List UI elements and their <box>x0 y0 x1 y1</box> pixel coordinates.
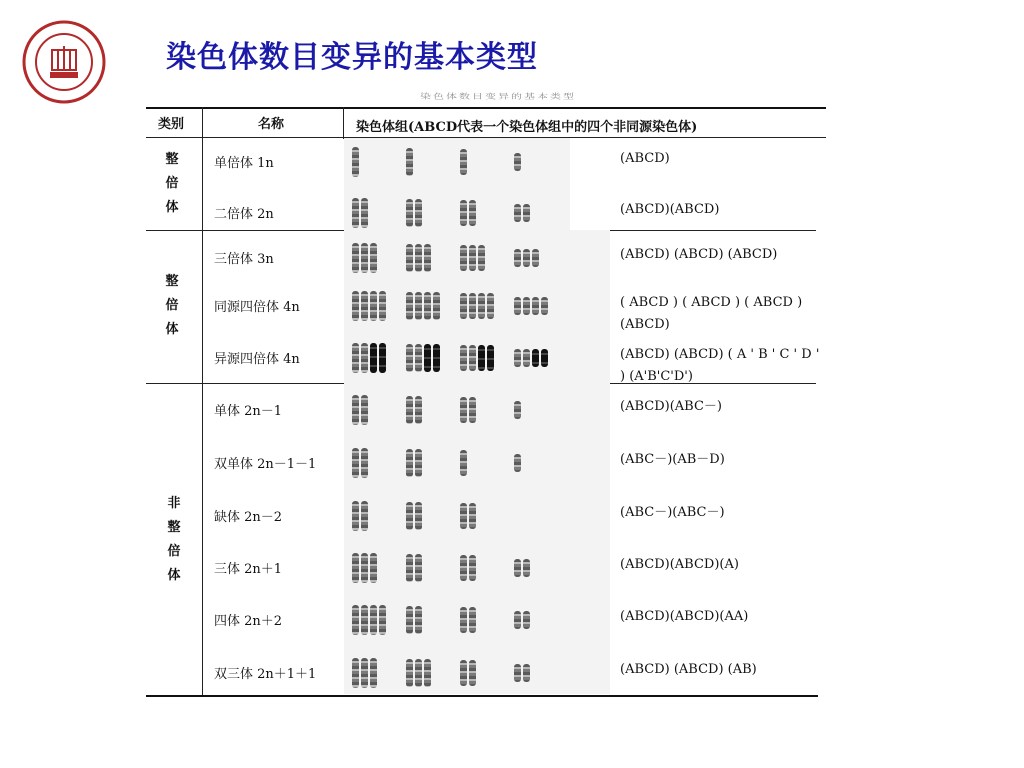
chromosome <box>406 502 413 530</box>
chromosome <box>361 243 368 273</box>
row-formula: (ABCD)(ABC－) <box>620 399 722 414</box>
chromosome <box>523 249 530 267</box>
chromosome <box>352 605 359 635</box>
chromosome <box>361 553 368 583</box>
chromosome-group <box>406 659 446 687</box>
category-char: 整 <box>165 152 179 167</box>
row-formula: (ABCD) (ABCD) ( A ' B ' C ' D ' ) (A'B'C'D') <box>620 347 820 384</box>
chromosome <box>433 344 440 372</box>
chromosome-group <box>352 343 392 373</box>
chromosome-group <box>352 553 392 583</box>
chromosome <box>523 204 530 222</box>
chromosome <box>406 449 413 477</box>
chromosome <box>460 397 467 423</box>
chromosome <box>361 291 368 321</box>
chromosome <box>460 503 467 529</box>
row-name: 同源四倍体 4n <box>214 300 300 315</box>
row-name: 单体 2n－1 <box>214 404 283 419</box>
chromosome <box>352 448 359 478</box>
chromosome <box>541 297 548 315</box>
chromosome <box>424 344 431 372</box>
row-name: 三体 2n＋1 <box>214 562 283 577</box>
chromosome <box>532 297 539 315</box>
chromosome <box>406 344 413 372</box>
chromosome <box>352 395 359 425</box>
chromosome-group <box>514 153 554 171</box>
chromosome <box>469 345 476 371</box>
chromosome-group <box>460 450 500 476</box>
chromosome <box>361 395 368 425</box>
chromosome <box>352 198 359 228</box>
chromosome-group <box>406 244 446 272</box>
scan-caption: 染色体数目变异的基本类型 <box>420 92 576 101</box>
chromosome-group <box>460 660 500 686</box>
chromosome <box>460 607 467 633</box>
chromosome <box>370 605 377 635</box>
chromosome-group <box>406 449 446 477</box>
header-name: 名称 <box>258 117 285 132</box>
header-category: 类别 <box>158 117 185 132</box>
category-char: 倍 <box>167 544 181 559</box>
header-chromosome-set: 染色体组(ABCD代表一个染色体组中的四个非同源染色体) <box>356 120 698 135</box>
chromosome <box>532 349 539 367</box>
chromosome <box>361 605 368 635</box>
chromosome-group <box>352 198 392 228</box>
chromosome <box>370 658 377 688</box>
chromosome <box>415 244 422 272</box>
chromosome <box>514 611 521 629</box>
chromosome <box>514 559 521 577</box>
chromosome <box>415 502 422 530</box>
chromosome <box>460 450 467 476</box>
chromosome-group <box>460 345 500 371</box>
row-name: 异源四倍体 4n <box>214 352 300 367</box>
chromosome <box>415 344 422 372</box>
chromosome <box>523 559 530 577</box>
chromosome <box>406 606 413 634</box>
category-char: 整 <box>165 274 179 289</box>
chromosome <box>460 660 467 686</box>
chromosome-group <box>352 501 392 531</box>
chromosome <box>415 554 422 582</box>
chromosome <box>487 345 494 371</box>
chromosome-group <box>514 249 554 267</box>
chromosome <box>460 245 467 271</box>
chromosome <box>469 397 476 423</box>
chromosome-group <box>406 502 446 530</box>
chromosome-group <box>406 344 446 372</box>
chromosome <box>370 343 377 373</box>
chromosome <box>361 198 368 228</box>
chromosome <box>406 148 413 176</box>
chromosome <box>514 249 521 267</box>
chromosome <box>523 611 530 629</box>
chromosome <box>379 605 386 635</box>
chromosome <box>415 292 422 320</box>
chromosome-group <box>514 559 554 577</box>
row-name: 二倍体 2n <box>214 207 274 222</box>
chromosome-group <box>514 401 554 419</box>
university-logo <box>22 20 106 104</box>
chromosome-group <box>514 664 554 682</box>
chromosome <box>352 291 359 321</box>
chromosome-group <box>406 396 446 424</box>
category-euploid-1 <box>162 148 182 220</box>
row-formula: (ABCD) <box>620 151 670 166</box>
chromosome-group <box>406 199 446 227</box>
chromosome <box>478 293 485 319</box>
chromosome-group <box>352 243 392 273</box>
chromosome <box>487 293 494 319</box>
table-bottom-rule <box>146 695 818 697</box>
chromosome-group <box>460 245 500 271</box>
chromosome <box>406 244 413 272</box>
chromosome <box>415 199 422 227</box>
chromosome <box>352 243 359 273</box>
chromosome-group <box>352 605 392 635</box>
chromosome <box>469 660 476 686</box>
row-formula: (ABCD) (ABCD) (AB) <box>620 662 757 677</box>
chromosome <box>352 343 359 373</box>
category-char: 体 <box>165 200 179 215</box>
chromosome-group <box>514 204 554 222</box>
chromosome <box>370 553 377 583</box>
row-formula: (ABCD)(ABCD)(A) <box>620 557 739 572</box>
chromosome <box>460 555 467 581</box>
chromosome <box>514 349 521 367</box>
chromosome <box>523 297 530 315</box>
chromosome-group <box>460 200 500 226</box>
chromosome <box>361 448 368 478</box>
chromosome-group <box>460 607 500 633</box>
chromosome-group <box>460 397 500 423</box>
chromosome <box>460 345 467 371</box>
category-char: 整 <box>167 520 181 535</box>
row-formula: (ABCD)(ABCD) <box>620 202 720 217</box>
chromosome-group <box>406 292 446 320</box>
category-char: 体 <box>167 568 181 583</box>
chromosome <box>478 245 485 271</box>
chromosome <box>370 243 377 273</box>
chromosome <box>361 343 368 373</box>
category-char: 体 <box>165 322 179 337</box>
col-divider-1 <box>202 107 203 695</box>
chromosome-group <box>352 395 392 425</box>
chromosome <box>469 200 476 226</box>
row-name: 三倍体 3n <box>214 252 274 267</box>
chromosome <box>532 249 539 267</box>
chromosome <box>379 343 386 373</box>
chromosome-group <box>406 148 446 176</box>
chromosome <box>415 606 422 634</box>
row-formula: (ABCD) (ABCD) (ABCD) <box>620 247 778 262</box>
row-name: 单倍体 1n <box>214 156 274 171</box>
chromosome <box>424 659 431 687</box>
chromosome <box>352 501 359 531</box>
row-name: 四体 2n＋2 <box>214 614 283 629</box>
row-name: 双三体 2n＋1＋1 <box>214 667 317 682</box>
chromosome <box>514 204 521 222</box>
chromosome <box>460 149 467 175</box>
chromosome <box>406 292 413 320</box>
chromosome <box>406 659 413 687</box>
chromosome <box>514 454 521 472</box>
chromosome <box>370 291 377 321</box>
chromosome <box>406 199 413 227</box>
table-top-rule <box>146 107 826 109</box>
chromosome <box>514 153 521 171</box>
chromosome <box>469 293 476 319</box>
chromosome-group <box>460 555 500 581</box>
chromosome <box>460 293 467 319</box>
col-divider-2 <box>343 107 344 139</box>
chromosome <box>541 349 548 367</box>
chromosome <box>469 245 476 271</box>
chromosome <box>514 401 521 419</box>
row-formula: ( ABCD ) ( ABCD ) ( ABCD ) (ABCD) <box>620 295 803 332</box>
category-aneuploid <box>164 492 184 588</box>
chromosome-group <box>352 291 392 321</box>
chromosome <box>424 292 431 320</box>
chromosome <box>415 449 422 477</box>
chromosome <box>523 349 530 367</box>
chromosome <box>415 396 422 424</box>
chromosome-group <box>514 297 554 315</box>
chromosome-group <box>460 503 500 529</box>
chromosome <box>406 396 413 424</box>
chromosome <box>415 659 422 687</box>
chromosome-group <box>406 606 446 634</box>
chromosome-group <box>514 454 554 472</box>
chromosome <box>460 200 467 226</box>
chromosome <box>469 555 476 581</box>
slide-title: 染色体数目变异的基本类型 <box>166 40 538 75</box>
chromosome <box>379 291 386 321</box>
chromosome-group <box>352 147 392 177</box>
chromosome <box>352 147 359 177</box>
chromosome <box>361 501 368 531</box>
row-name: 双单体 2n－1－1 <box>214 457 317 472</box>
chromosome-group <box>406 554 446 582</box>
chromosome <box>523 664 530 682</box>
row-formula: (ABC－)(ABC－) <box>620 505 725 520</box>
chromosome-group <box>352 448 392 478</box>
chromosome <box>352 553 359 583</box>
category-char: 倍 <box>165 298 179 313</box>
chromosome <box>514 664 521 682</box>
chromosome <box>361 658 368 688</box>
chromosome <box>352 658 359 688</box>
category-char: 倍 <box>165 176 179 191</box>
chromosome <box>433 292 440 320</box>
chromosome <box>478 345 485 371</box>
chromosome-group <box>460 149 500 175</box>
chromosome <box>469 503 476 529</box>
row-formula: (ABCD)(ABCD)(AA) <box>620 609 749 624</box>
chromosome-group <box>514 349 554 367</box>
chromosome <box>514 297 521 315</box>
category-euploid-2 <box>162 270 182 342</box>
chromosome <box>424 244 431 272</box>
chromosome <box>469 607 476 633</box>
row-formula: (ABC－)(AB－D) <box>620 452 725 467</box>
category-char: 非 <box>167 496 181 511</box>
row-name: 缺体 2n－2 <box>214 510 283 525</box>
chromosome-group <box>352 658 392 688</box>
chromosome-group <box>460 293 500 319</box>
chromosome <box>406 554 413 582</box>
chromosome-group <box>514 611 554 629</box>
